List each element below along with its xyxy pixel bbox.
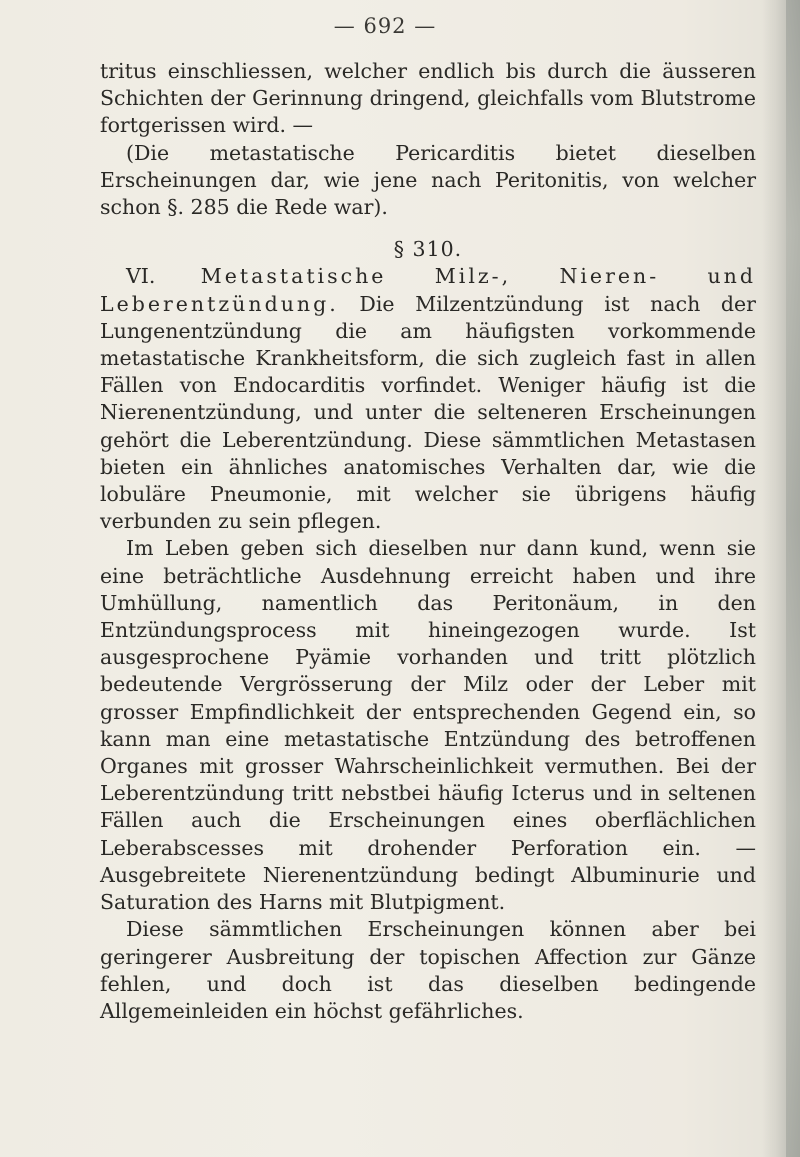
paragraph-conclusion: Diese sämmtlichen Erscheinungen können aber bei geringerer Ausbreitung der topischen Affection zur Gänze fehlen, und doch ist das dieselben bedingende Allgemeinleiden ein höchst gefährliches. <box>100 917 756 1023</box>
body-text <box>100 58 756 1025</box>
section-heading: § 310. <box>393 237 463 262</box>
paragraph-pericarditis: (Die metastatische Pericarditis bietet dieselben Erscheinungen dar, wie jene nach Peritonitis, von welcher schon §. 285 die Rede war). <box>100 140 756 220</box>
paragraph-continuation: tritus einschliessen, welcher endlich bis durch die äusseren Schichten der Gerinnung dringend, gleichfalls vom Blutstrome fortgerissen wird. — <box>100 59 756 138</box>
paragraph-metastatic-inflammation <box>100 263 756 535</box>
section-number: VI. <box>126 264 156 289</box>
page-edge-shadow <box>786 0 800 1157</box>
section-title: Metastatische Milz-, Nieren- und Leberentzündung. <box>100 264 756 316</box>
page-number: — 692 — <box>333 14 437 38</box>
section-body: Die Milzentzündung ist nach der Lungenentzündung die am häufigsten vorkommende metastatische Krankheitsform, die sich zugleich fast in allen Fällen von Endocarditis vorfindet. Weniger häufig ist die Nierenentzündung, und unter die selteneren Erscheinungen gehört die Leberentzündung. Diese sämmtlichen Metastasen bieten ein ähnliches anatomisches Verhalten dar, wie die lobuläre Pneumonie, mit welcher sie übrigens häufig verbunden zu sein pflegen. <box>100 291 756 534</box>
paragraph-clinical-signs: Im Leben geben sich dieselben nur dann kund, wenn sie eine beträchtliche Ausdehnung erreicht haben und ihre Umhüllung, namentlich das Peritonäum, in den Entzündungsprocess mit hineingezogen wurde. Ist ausgesprochene Pyämie vorhanden und tritt plötzlich bedeutende Vergrösserung der Milz oder der Leber mit grosser Empfindlichkeit der entsprechenden Gegend ein, so kann man eine metastatische Entzündung des betroffenen Organes mit grosser Wahrscheinlichkeit vermuthen. Bei der Leberentzündung tritt nebstbei häufig Icterus und in seltenen Fällen auch die Erscheinungen eines oberflächlichen Leberabscesses mit drohender Perforation ein. — Ausgebreitete Nierenentzündung bedingt Albuminurie und Saturation des Harns mit Blutpigment. <box>100 536 756 915</box>
